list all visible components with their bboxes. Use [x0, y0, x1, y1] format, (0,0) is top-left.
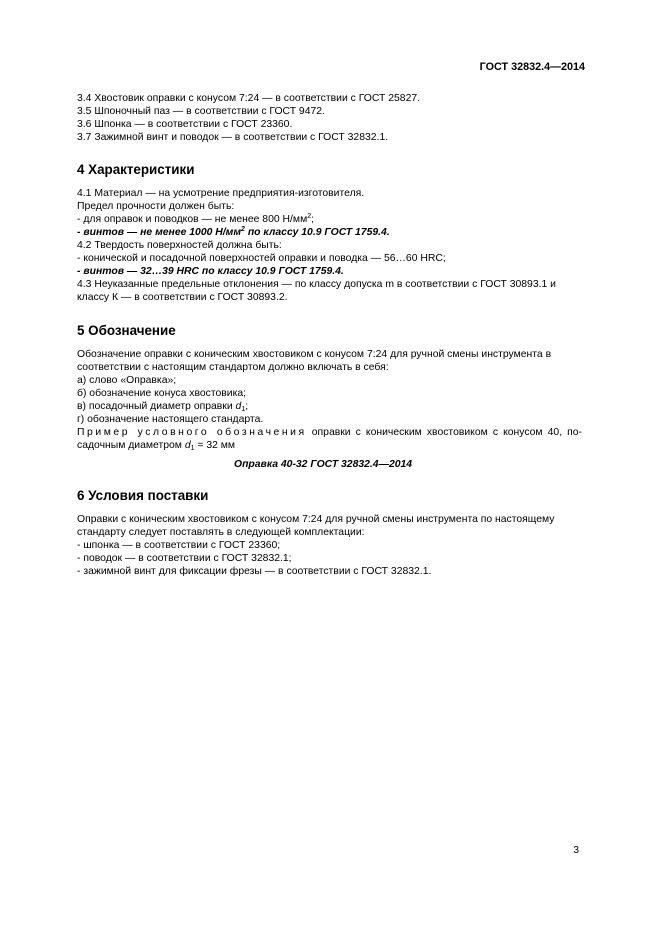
section-4-heading: 4 Характеристики [77, 162, 195, 177]
superscript: 2 [241, 226, 245, 233]
list-item-c-end: ; [245, 401, 249, 412]
delivery-item-key: - шпонка — в соответствии с ГОСТ 23360; [77, 540, 281, 551]
strength-screws-text: - винтов — не менее 1000 Н/мм [77, 227, 242, 238]
designation-intro-line1: Обозначение оправки с коническим хвостовиком с конусом 7:24 для ручной смены инструмента в [77, 349, 552, 360]
delivery-item-driver: - поводок — в соответствии с ГОСТ 32832.1; [77, 553, 292, 564]
example-spaced-label: Пример условного обозначения [77, 427, 307, 438]
section-6-heading: 6 Условия поставки [77, 488, 209, 503]
subscript: 1 [241, 406, 246, 413]
clause-3-7: 3.7 Зажимной винт и поводок — в соответствии с ГОСТ 32832.1. [77, 132, 389, 143]
designation-example: Оправка 40-32 ГОСТ 32832.4—2014 [234, 459, 413, 470]
strength-screws-end: по классу 10.9 ГОСТ 1759.4. [244, 227, 390, 238]
example-line2-end: = 32 мм [194, 440, 236, 451]
example-text: оправки с коническим хвостовиком с конусом 40, по- [306, 427, 583, 438]
clause-4-1: 4.1 Материал — на усмотрение предприятия-изготовителя. [77, 188, 365, 199]
list-item-c [77, 401, 248, 413]
example-line1 [77, 427, 582, 439]
clause-3-6: 3.6 Шпонка — в соответствии с ГОСТ 23360. [77, 119, 293, 130]
list-item-a: а) слово «Оправка»; [77, 375, 177, 386]
variable-d: d [184, 440, 191, 451]
page-number: 3 [573, 845, 579, 856]
strength-mandrels-end: ; [311, 214, 315, 225]
designation-intro-line2: соответствии с настоящим стандартом должно включать в себя: [77, 362, 389, 373]
hardness-screws: - винтов — 32…39 HRC по классу 10.9 ГОСТ 1759.4. [77, 266, 344, 277]
strength-mandrels-text: - для оправок и поводков — не менее 800 Н/мм [77, 214, 308, 225]
hardness-surfaces: - конической и посадочной поверхностей оправки и поводка — 56…60 HRC; [77, 253, 446, 264]
document-number-header: ГОСТ 32832.4—2014 [479, 61, 585, 73]
section-5-heading: 5 Обозначение [77, 323, 176, 338]
delivery-intro-line2: стандарту следует поставлять в следующей комплектации: [77, 527, 365, 538]
list-item-c-text: в) посадочный диаметр оправки [77, 401, 236, 412]
delivery-item-screw: - зажимной винт для фиксации фрезы — в соответствии с ГОСТ 32832.1. [77, 566, 432, 577]
example-line2-text: садочным диаметром [77, 440, 185, 451]
subscript: 1 [190, 445, 195, 452]
superscript: 2 [307, 213, 312, 220]
clause-3-5: 3.5 Шпоночный паз — в соответствии с ГОСТ 9472. [77, 106, 325, 117]
example-line2 [77, 440, 235, 452]
clause-4-3-line1: 4.3 Неуказанные предельные отклонения — по классу допуска m в соответствии с ГОСТ 30893.1 и [77, 279, 556, 290]
strength-screws [77, 227, 390, 239]
strength-intro: Предел прочности должен быть: [77, 201, 235, 212]
list-item-b: б) обозначение конуса хвостовика; [77, 388, 247, 399]
clause-4-3-line2: классу К — в соответствии с ГОСТ 30893.2. [77, 292, 288, 303]
clause-3-4: 3.4 Хвостовик оправки с конусом 7:24 — в соответствии с ГОСТ 25827. [77, 93, 421, 104]
delivery-intro-line1: Оправки с коническим хвостовиком с конусом 7:24 для ручной смены инструмента по настоящему [77, 514, 555, 525]
variable-d: d [235, 401, 242, 412]
clause-4-2: 4.2 Твердость поверхностей должна быть: [77, 240, 282, 251]
list-item-d: г) обозначение настоящего стандарта. [77, 414, 264, 425]
strength-mandrels [77, 214, 314, 226]
